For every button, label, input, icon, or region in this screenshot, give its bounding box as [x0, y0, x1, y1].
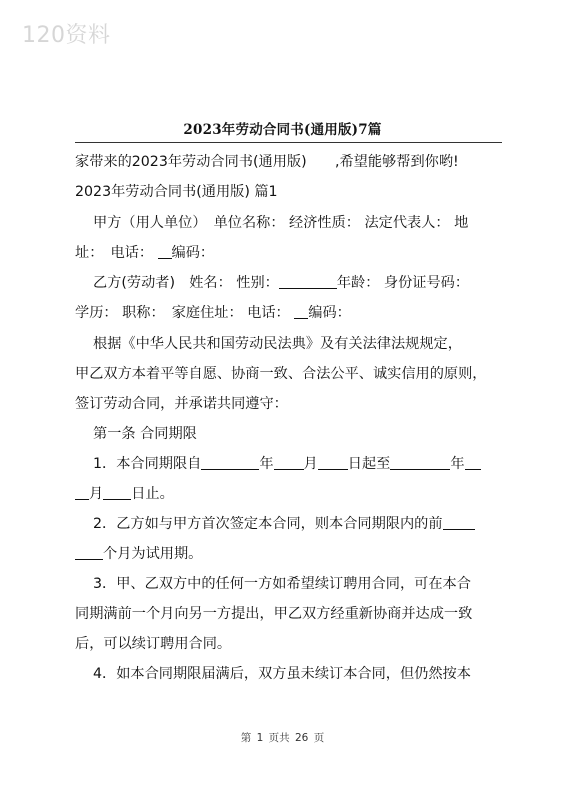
- party-a-address-line: [75, 243, 214, 263]
- paragraph-line: 3．甲、乙双方中的任何一方如希望续订聘用合同，可在本合: [93, 576, 471, 592]
- probation-months-text: 个月为试用期。: [103, 546, 203, 562]
- paragraph-line: 后，可以续订聘用合同。: [75, 636, 232, 652]
- article-heading: 第一条 合同期限: [93, 426, 197, 442]
- blank-field: [294, 303, 308, 319]
- blank-field: [274, 454, 304, 470]
- blank-field: [390, 454, 450, 470]
- day-label: 日起至: [347, 456, 391, 472]
- party-b-label: 乙方(劳动者) 姓名： 性别：: [93, 275, 279, 291]
- probation-text: 2．乙方如与甲方首次签定本合同，则本合同期限内的前: [93, 516, 443, 532]
- age-id-label: 年龄： 身份证号码：: [336, 275, 470, 291]
- party-b-line: [93, 273, 469, 293]
- party-b-detail-label: 学历： 职称： 家庭住址： 电话：: [75, 305, 290, 321]
- term-line-continued: [75, 484, 174, 504]
- party-b-detail-line: [75, 303, 351, 323]
- blank-field: [75, 544, 103, 560]
- paragraph-line: 签订劳动合同，并承诺共同遵守：: [75, 396, 288, 412]
- year-label: 年: [259, 456, 274, 472]
- paragraph-line: 4．如本合同期限届满后，双方虽未续订本合同，但仍然按本: [93, 666, 471, 682]
- blank-field: [158, 243, 172, 259]
- document-title: 2023年劳动合同书(通用版)7篇: [183, 122, 382, 138]
- paragraph-line: 同期满前一个月向另一方提出，甲乙双方经重新协商并达成一致: [75, 606, 473, 622]
- page-footer: 第 1 页共 26 页: [240, 732, 325, 744]
- paragraph-line: 甲乙双方本着平等自愿、协商一致、合法公平、诚实信用的原则，: [75, 366, 487, 382]
- title-divider: [75, 142, 502, 143]
- blank-field: [103, 484, 131, 500]
- month-label: 月: [89, 486, 104, 502]
- intro-line: 家带来的2023年劳动合同书(通用版) ,希望能够帮到你哟!: [75, 154, 459, 170]
- blank-field: [279, 273, 337, 289]
- paragraph-line: 根据《中华人民共和国劳动民法典》及有关法律法规规定，: [93, 336, 462, 352]
- month-label: 月: [303, 456, 318, 472]
- party-a-line: 甲方（用人单位） 单位名称： 经济性质： 法定代表人： 地: [93, 215, 469, 231]
- blank-field: [75, 484, 89, 500]
- section-heading: 2023年劳动合同书(通用版) 篇1: [75, 184, 278, 200]
- year-label: 年: [450, 456, 465, 472]
- party-a-address-label: 址： 电话：: [75, 245, 154, 261]
- blank-field: [201, 454, 259, 470]
- term-line: [93, 454, 481, 474]
- watermark: 120资料: [22, 23, 111, 48]
- probation-line: [93, 514, 475, 534]
- term-text: 1．本合同期限自: [93, 456, 202, 472]
- blank-field: [318, 454, 348, 470]
- blank-field: [465, 454, 481, 470]
- end-day-label: 日止。: [131, 486, 174, 502]
- postcode-label: 编码：: [308, 305, 351, 321]
- probation-line-continued: [75, 544, 202, 564]
- postcode-label: 编码：: [171, 245, 215, 261]
- blank-field: [443, 514, 475, 530]
